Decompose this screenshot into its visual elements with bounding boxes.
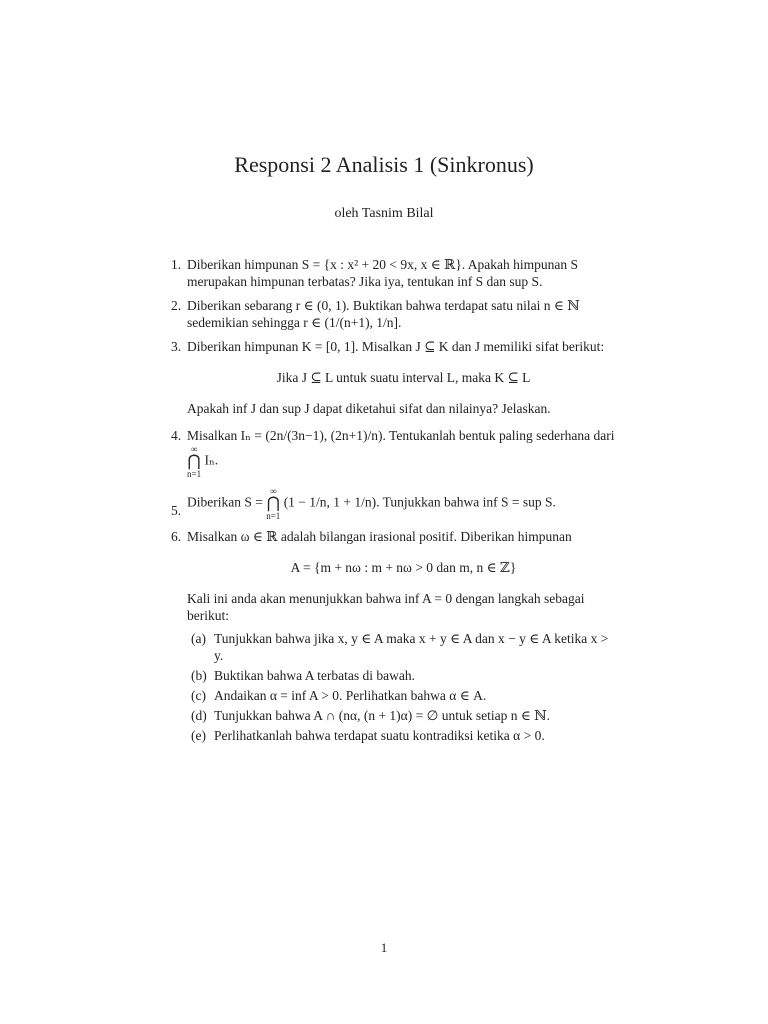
problem-1 <box>165 256 620 290</box>
problem-centered-statement: A = {m + nω : m + nω > 0 dan m, n ∈ ℤ} <box>290 560 517 575</box>
subitem-list <box>187 630 620 744</box>
problem-number: 3. <box>171 339 182 354</box>
problem-text: Diberikan sebarang r ∈ (0, 1). Buktikan bahwa terdapat satu nilai n ∈ ℕ sedemikian sehingga r ∈ (1/(n+1), 1/n]. <box>187 298 580 330</box>
intersection-symbol: ⋂ <box>266 495 280 512</box>
problem-5 <box>165 486 620 521</box>
problem-text <box>187 486 620 521</box>
subitem-a <box>187 630 620 664</box>
problem-2 <box>165 297 620 331</box>
subitem-text: Andaikan α = inf A > 0. Perlihatkan bahwa α ∈ A. <box>214 688 487 703</box>
author-line: oleh Tasnim Bilal <box>334 206 434 221</box>
problem-number: 2. <box>171 298 182 313</box>
intersection-symbol: ⋂ <box>187 453 201 470</box>
problem-text-pre: Diberikan S = <box>187 494 263 510</box>
problem-3 <box>165 338 620 417</box>
problem-text: Diberikan himpunan K = [0, 1]. Misalkan J ⊆ K dan J memiliki sifat berikut: <box>187 339 605 354</box>
problem-text-pre: Misalkan Iₙ = (2n/(3n−1), (2n+1)/n). Tentukanlah bentuk paling sederhana dari <box>187 428 615 443</box>
subitem-label: (d) <box>191 708 207 723</box>
problem-list <box>165 256 620 751</box>
problem-followup: Kali ini anda akan menunjukkan bahwa inf A = 0 dengan langkah sebagai berikut: <box>187 591 585 623</box>
intersection-operator <box>266 486 280 521</box>
problem-4 <box>165 427 620 479</box>
problem-number: 6. <box>171 529 182 544</box>
subitem-b <box>187 667 620 684</box>
problem-text: Diberikan himpunan S = {x : x² + 20 < 9x, x ∈ ℝ}. Apakah himpunan S merupakan himpunan terbatas? Jika iya, tentukan inf S dan sup S. <box>187 257 579 289</box>
problem-number: 1. <box>171 257 182 272</box>
subitem-d <box>187 707 620 724</box>
subitem-label: (b) <box>191 668 207 683</box>
problem-text-post: Iₙ. <box>204 452 219 468</box>
subitem-label: (a) <box>191 631 206 646</box>
operator-upper-limit: ∞ <box>190 444 198 454</box>
intersection-operator <box>187 444 201 479</box>
subitem-text: Tunjukkan bahwa jika x, y ∈ A maka x + y ∈ A dan x − y ∈ A ketika x > y. <box>214 631 609 663</box>
problem-text <box>187 427 620 479</box>
subitem-label: (e) <box>191 728 206 743</box>
document-title: Responsi 2 Analisis 1 (Sinkronus) <box>234 152 534 177</box>
subitem-label: (c) <box>191 688 206 703</box>
problem-followup: Apakah inf J dan sup J dapat diketahui sifat dan nilainya? Jelaskan. <box>187 401 551 416</box>
subitem-text: Perlihatkanlah bahwa terdapat suatu kontradiksi ketika α > 0. <box>214 728 545 743</box>
operator-lower-limit: n=1 <box>187 469 202 479</box>
subitem-text: Tunjukkan bahwa A ∩ (nα, (n + 1)α) = ∅ untuk setiap n ∈ ℕ. <box>214 708 550 723</box>
operator-upper-limit: ∞ <box>270 486 277 496</box>
problem-number: 4. <box>171 428 182 443</box>
page-number: 1 <box>380 940 388 955</box>
problem-text-post: (1 − 1/n, 1 + 1/n). Tunjukkan bahwa inf S = sup S. <box>283 494 556 510</box>
problem-number: 5. <box>171 503 182 518</box>
subitem-e <box>187 727 620 744</box>
operator-lower-limit: n=1 <box>266 511 281 521</box>
problem-text: Misalkan ω ∈ ℝ adalah bilangan irasional positif. Diberikan himpunan <box>187 529 572 544</box>
subitem-c <box>187 687 620 704</box>
problem-6 <box>165 528 620 744</box>
problem-centered-statement: Jika J ⊆ L untuk suatu interval L, maka K ⊆ L <box>276 370 531 385</box>
subitem-text: Buktikan bahwa A terbatas di bawah. <box>214 668 415 683</box>
